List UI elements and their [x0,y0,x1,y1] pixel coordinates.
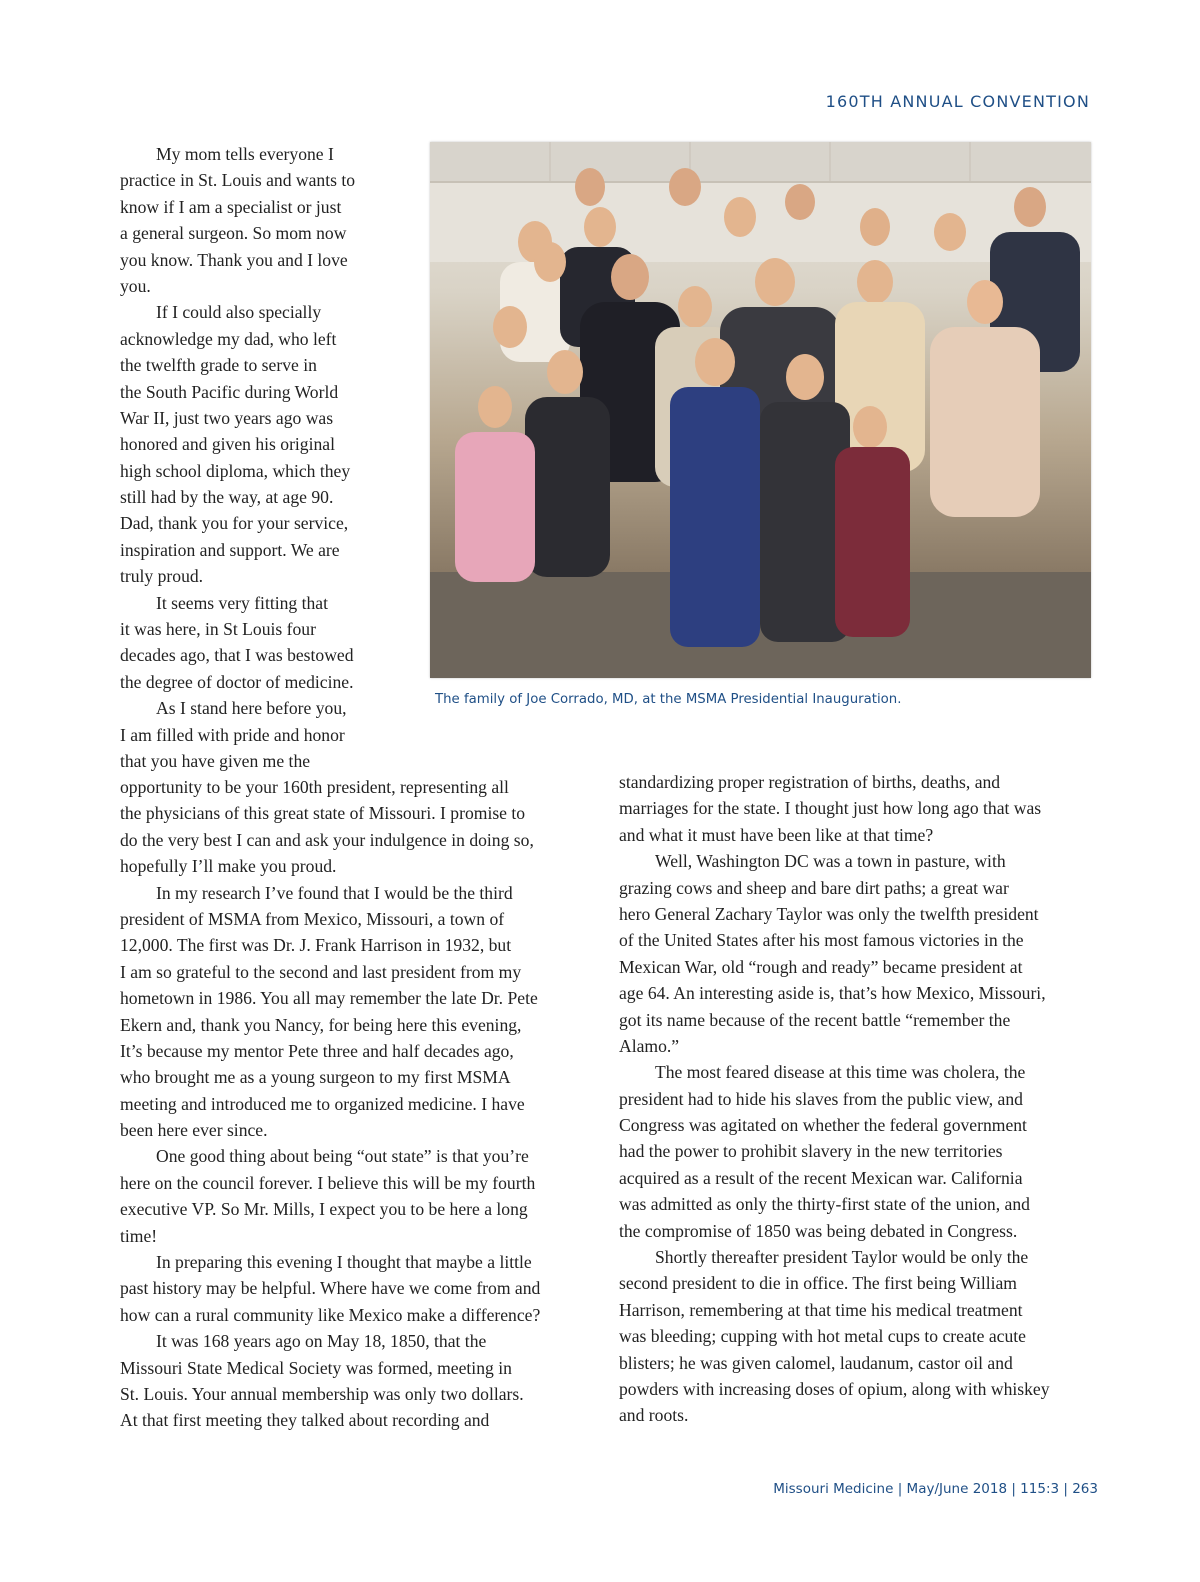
text-line: If I could also specially [156,302,322,323]
text-line: of the United States after his most famous victories in the [619,930,1024,951]
text-line: At that first meeting they talked about recording and [120,1410,490,1431]
text-line: acknowledge my dad, who left [120,328,337,349]
text-line: got its name because of the recent battle “remember the [619,1009,1011,1030]
text-line: who brought me as a young surgeon to my first MSMA [120,1067,511,1088]
text-line: the South Pacific during World [120,381,339,402]
text-line: and roots. [619,1405,689,1426]
text-line: hometown in 1986. You all may remember the late Dr. Pete [120,988,538,1009]
page-footer: Missouri Medicine | May/June 2018 | 115:3 | 263 [773,1481,1098,1497]
text-line: I am so grateful to the second and last president from my [120,961,522,982]
text-line: honored and given his original [120,434,335,455]
text-line: meeting and introduced me to organized medicine. I have [120,1093,525,1114]
text-line: Alamo.” [619,1035,680,1056]
text-line: do the very best I can and ask your indulgence in doing so, [120,829,534,850]
text-line: you know. Thank you and I love [120,249,348,270]
text-line: grazing cows and sheep and bare dirt paths; a great war [619,877,1009,898]
text-line: was bleeding; cupping with hot metal cups to create acute [619,1326,1026,1347]
left-column-top-text [120,141,390,774]
text-line: still had by the way, at age 90. [120,487,334,508]
text-line: As I stand here before you, [156,698,347,719]
text-line: know if I am a specialist or just [120,196,342,217]
text-line: Harrison, remembering at that time his medical treatment [619,1299,1023,1320]
text-line: inspiration and support. We are [120,539,340,560]
family-photo [430,142,1091,678]
text-line: standardizing proper registration of births, deaths, and [619,772,1001,792]
text-line: executive VP. So Mr. Mills, I expect you to be here a long [120,1199,528,1220]
text-line: hopefully I’ll make you proud. [120,856,337,877]
text-line: acquired as a result of the recent Mexican war. California [619,1167,1023,1188]
text-line: It was 168 years ago on May 18, 1850, that the [156,1331,487,1352]
text-line: a general surgeon. So mom now [120,223,347,244]
text-line: Missouri State Medical Society was formed, meeting in [120,1357,512,1378]
left-column-bottom-text [120,774,590,1434]
text-line: St. Louis. Your annual membership was only two dollars. [120,1383,524,1404]
text-line: opportunity to be your 160th president, representing all [120,777,509,797]
text-line: Shortly thereafter president Taylor would be only the [655,1247,1029,1268]
text-line: the compromise of 1850 was being debated in Congress. [619,1220,1018,1241]
text-line: 12,000. The first was Dr. J. Frank Harrison in 1932, but [120,935,512,956]
text-line: Congress was agitated on whether the federal government [619,1115,1027,1136]
text-line: the twelfth grade to serve in [120,355,317,376]
text-line: decades ago, that I was bestowed [120,645,354,666]
text-line: second president to die in office. The first being William [619,1273,1017,1294]
photo-caption: The family of Joe Corrado, MD, at the MSMA Presidential Inauguration. [435,692,902,707]
text-line: the degree of doctor of medicine. [120,671,354,692]
text-line: I am filled with pride and honor [120,724,345,745]
text-line: age 64. An interesting aside is, that’s how Mexico, Missouri, [619,983,1046,1004]
text-line: here on the council forever. I believe this will be my fourth [120,1172,536,1193]
text-line: president of MSMA from Mexico, Missouri, a town of [120,908,505,929]
text-line: marriages for the state. I thought just how long ago that was [619,798,1042,819]
text-line: It’s because my mentor Pete three and half decades ago, [120,1040,514,1061]
text-line: the physicians of this great state of Missouri. I promise to [120,803,526,824]
text-line: had the power to prohibit slavery in the new territories [619,1141,1003,1162]
text-line: high school diploma, which they [120,460,351,481]
text-line: truly proud. [120,566,204,587]
right-column-text [619,769,1093,1429]
text-line: In preparing this evening I thought that maybe a little [156,1252,532,1273]
text-line: was admitted as only the thirty-first state of the union, and [619,1194,1030,1215]
text-line: blisters; he was given calomel, laudanum, castor oil and [619,1352,1013,1373]
text-line: It seems very fitting that [156,592,328,613]
family-group-photo-icon [430,142,1091,678]
text-line: My mom tells everyone I [156,144,334,164]
text-line: Ekern and, thank you Nancy, for being here this evening, [120,1014,522,1035]
text-line: hero General Zachary Taylor was only the twelfth president [619,903,1039,924]
text-line: time! [120,1225,158,1246]
text-line: you. [120,275,151,296]
text-line: and what it must have been like at that time? [619,824,934,845]
text-line: been here ever since. [120,1120,268,1141]
text-line: powders with increasing doses of opium, along with whiskey [619,1378,1050,1399]
text-line: it was here, in St Louis four [120,619,316,640]
text-line: Dad, thank you for your service, [120,513,349,534]
text-line: In my research I’ve found that I would be the third [156,882,513,903]
text-line: how can a rural community like Mexico make a difference? [120,1304,541,1325]
text-line: president had to hide his slaves from the public view, and [619,1088,1023,1109]
text-line: Well, Washington DC was a town in pasture, with [655,851,1006,872]
text-line: that you have given me the [120,750,311,771]
section-header: 160TH ANNUAL CONVENTION [825,92,1090,111]
text-line: The most feared disease at this time was cholera, the [655,1062,1026,1083]
text-line: past history may be helpful. Where have we come from and [120,1278,541,1299]
text-line: practice in St. Louis and wants to [120,170,356,191]
text-line: War II, just two years ago was [120,407,334,428]
text-line: One good thing about being “out state” is that you’re [156,1146,529,1167]
text-line: Mexican War, old “rough and ready” became president at [619,956,1023,977]
